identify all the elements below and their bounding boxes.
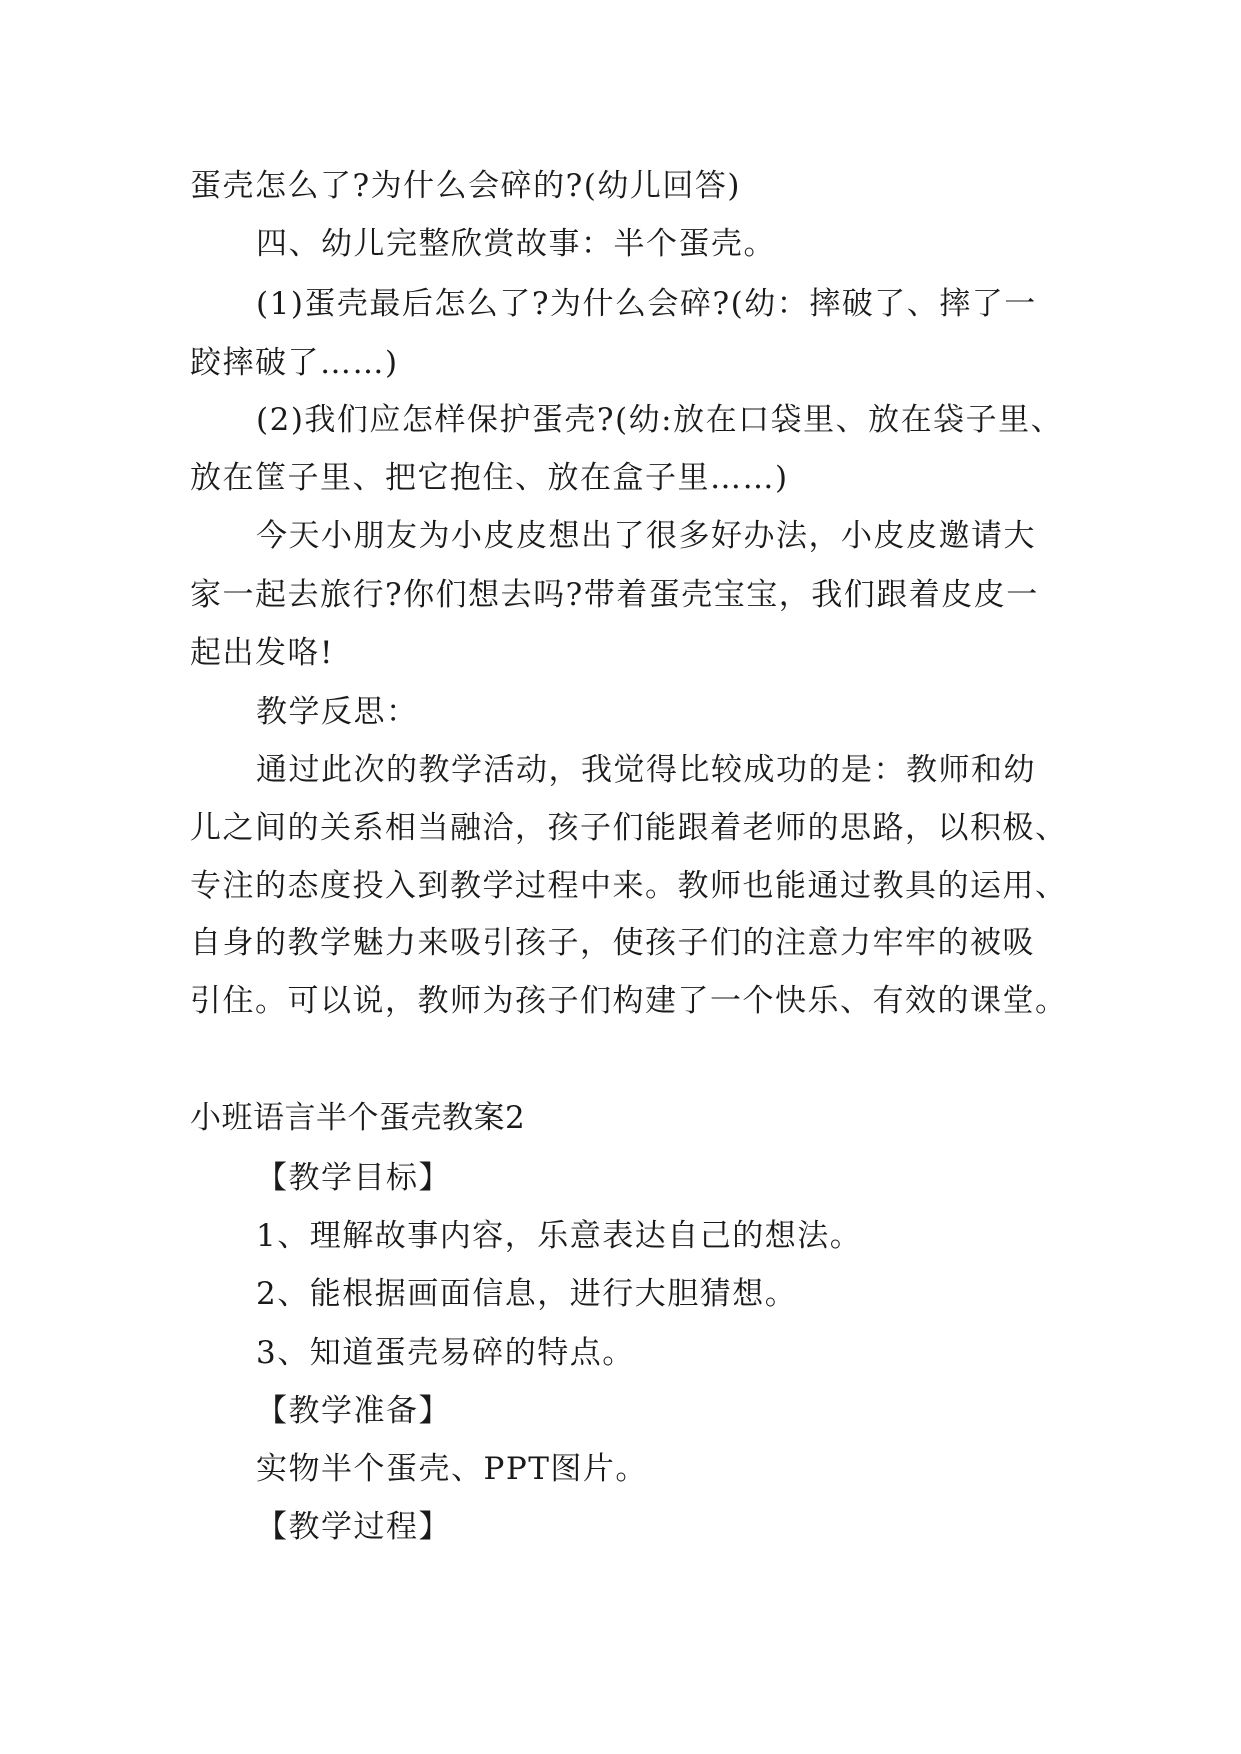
text-line: 教学反思： [256, 694, 419, 730]
text-line: 2、能根据画面信息，进行大胆猜想。 [256, 1276, 798, 1312]
text-line: 自身的教学魅力来吸引孩子，使孩子们的注意力牢牢的被吸 [190, 925, 1035, 961]
section-title: 小班语言半个蛋壳教案2 [190, 1100, 526, 1136]
text-line: 放在筐子里、把它抱住、放在盒子里……) [190, 460, 789, 496]
text-line: 3、知道蛋壳易碎的特点。 [256, 1335, 635, 1371]
text-line: 通过此次的教学活动，我觉得比较成功的是：教师和幼 [256, 752, 1036, 788]
text-line: 实物半个蛋壳、PPT图片。 [256, 1451, 648, 1487]
section-heading: 【教学过程】 [256, 1509, 451, 1545]
text-line: (2)我们应怎样保护蛋壳?(幼:放在口袋里、放在袋子里、 [256, 402, 1064, 438]
text-line: 儿之间的关系相当融洽，孩子们能跟着老师的思路，以积极、 [190, 810, 1068, 846]
text-line: 四、幼儿完整欣赏故事：半个蛋壳。 [256, 226, 776, 262]
text-line: (1)蛋壳最后怎么了?为什么会碎?(幼：摔破了、摔了一 [256, 286, 1037, 322]
text-line: 1、理解故事内容，乐意表达自己的想法。 [256, 1218, 863, 1254]
text-line: 家一起去旅行?你们想去吗?带着蛋壳宝宝，我们跟着皮皮一 [190, 577, 1039, 613]
section-heading: 【教学目标】 [256, 1160, 451, 1196]
text-line: 引住。可以说，教师为孩子们构建了一个快乐、有效的课堂。 [190, 983, 1068, 1019]
text-line: 蛋壳怎么了?为什么会碎的?(幼儿回答) [190, 168, 741, 204]
text-line: 专注的态度投入到教学过程中来。教师也能通过教具的运用、 [190, 868, 1068, 904]
section-heading: 【教学准备】 [256, 1393, 451, 1429]
text-line: 今天小朋友为小皮皮想出了很多好办法，小皮皮邀请大 [256, 518, 1036, 554]
text-line: 起出发咯! [190, 635, 334, 671]
text-line: 跤摔破了……) [190, 345, 399, 381]
